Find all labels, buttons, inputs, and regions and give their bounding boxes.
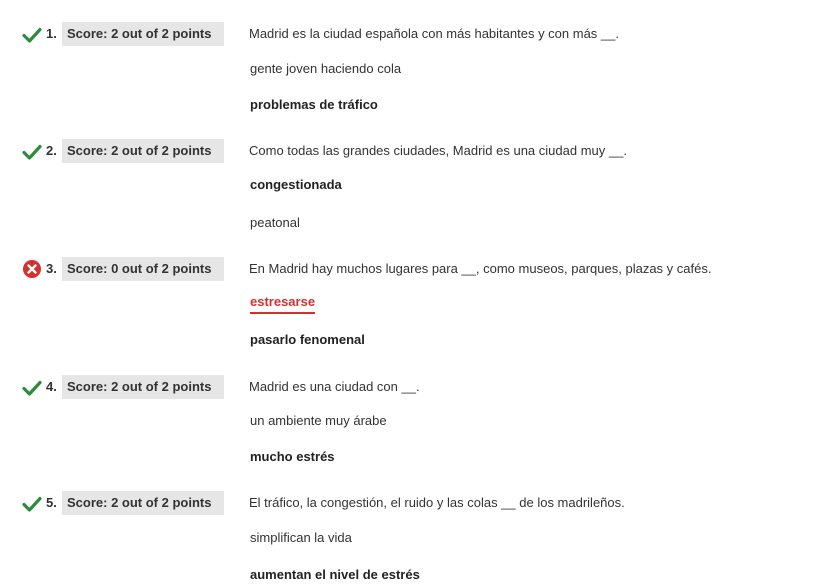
question-text: Como todas las grandes ciudades, Madrid es una ciudad muy __. — [249, 143, 627, 158]
question-number: 4. — [46, 379, 57, 394]
question-number: 3. — [46, 261, 57, 276]
check-icon — [22, 378, 42, 398]
check-icon — [22, 25, 42, 45]
question-number: 1. — [46, 26, 57, 41]
answer-option: simplifican la vida — [250, 530, 352, 545]
score-badge: Score: 2 out of 2 points — [62, 22, 224, 46]
score-badge: Score: 2 out of 2 points — [62, 375, 224, 399]
question-number: 5. — [46, 495, 57, 510]
answer-option: peatonal — [250, 215, 300, 230]
answer-option-selected: mucho estrés — [250, 449, 335, 464]
score-badge: Score: 0 out of 2 points — [62, 257, 224, 281]
question-text: Madrid es una ciudad con __. — [249, 379, 420, 394]
answer-option-selected: aumentan el nivel de estrés — [250, 567, 420, 582]
answer-option: un ambiente muy árabe — [250, 413, 387, 428]
question-text: En Madrid hay muchos lugares para __, como museos, parques, plazas y cafés. — [249, 261, 712, 276]
check-icon — [22, 142, 42, 162]
answer-option-selected: problemas de tráfico — [250, 97, 378, 112]
answer-option-correct: pasarlo fenomenal — [250, 332, 365, 347]
check-icon — [22, 494, 42, 514]
score-badge: Score: 2 out of 2 points — [62, 139, 224, 163]
score-badge: Score: 2 out of 2 points — [62, 491, 224, 515]
question-number: 2. — [46, 143, 57, 158]
question-text: Madrid es la ciudad española con más habitantes y con más __. — [249, 26, 619, 41]
answer-option-selected: congestionada — [250, 177, 342, 192]
answer-option: gente joven haciendo cola — [250, 61, 402, 76]
question-text: El tráfico, la congestión, el ruido y las colas __ de los madrileños. — [249, 495, 625, 510]
answer-option-wrong: estresarse — [250, 293, 315, 314]
x-circle-icon — [22, 259, 42, 279]
